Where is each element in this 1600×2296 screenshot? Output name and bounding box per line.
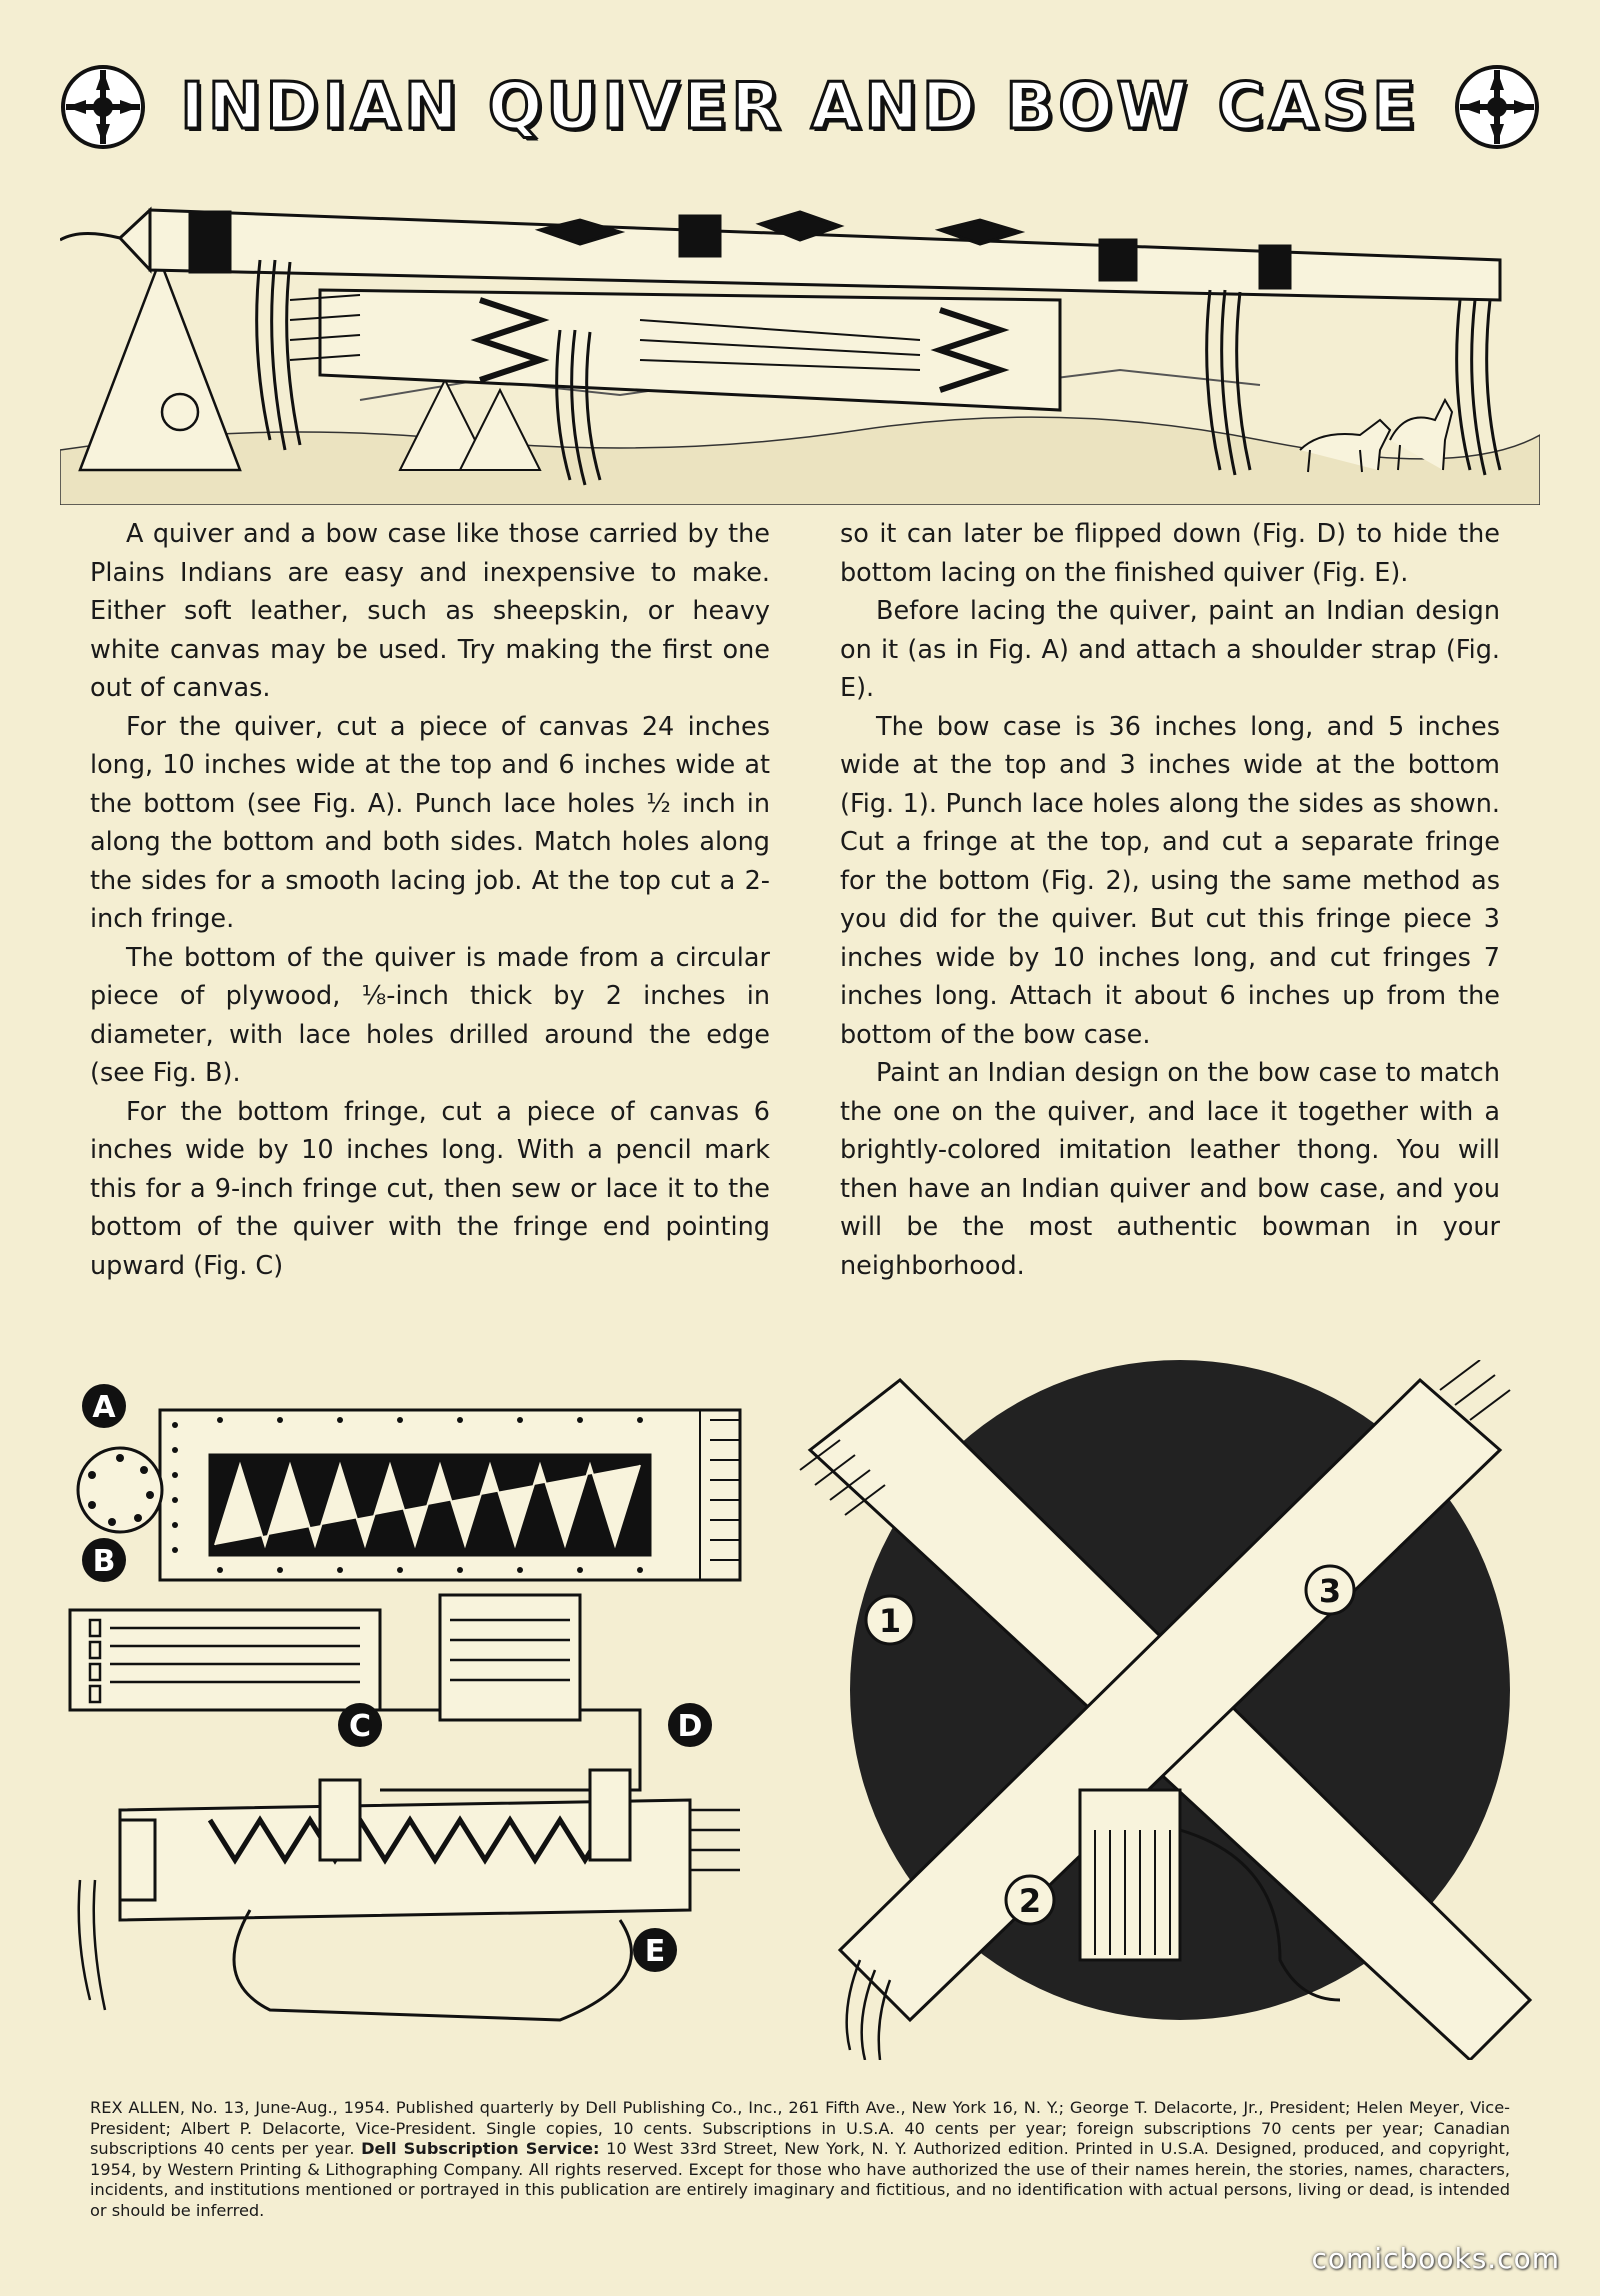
paragraph: The bow case is 36 inches long, and 5 inches wide at the top and 3 inches wide at the bottom (Fig. 1). Punch lace holes along the sides as shown. Cut a fringe at the top, and cut a separate fringe for the bottom (Fig. 2), using the same method as you did for the quiver. But cut this fringe piece 3 inches wide by 10 inches long, and cut fringes 7 inches long. Attach it about 6 inches up from the bottom of the bow case. bbox=[840, 711, 1500, 1050]
paragraph: A quiver and a bow case like those carried by the Plains Indians are easy and inexpensive to make. Either soft leather, such as sheepskin, or heavy white canvas may be used. Try making the first one out of canvas. bbox=[90, 519, 770, 703]
paragraph: Paint an Indian design on the bow case to match the one on the quiver, and lace it together with a brightly-colored imitation leather thong. You will then have an Indian quiver and bow case, and you will be the most authentic bowman in your neighborhood. bbox=[840, 1058, 1500, 1281]
footer-text-1: REX ALLEN, No. 13, June-Aug., 1954. Published quarterly by Dell Publishing Co., Inc., 261 Fifth Ave., New York 16, N. Y.; George T. Delacorte, Jr., President; Helen Meyer, Vice-President; Albert P. Delacorte, Vice-President. Single copies, 10 cents. Subscriptions in U.S.A. 40 cents per year; foreign subscriptions 70 cents per year; Canadian subscriptions 40 cents per year. bbox=[90, 2098, 1510, 2158]
paragraph: For the bottom fringe, cut a piece of canvas 6 inches wide by 10 inches long. With a pencil mark this for a 9-inch fringe cut, then sew or lace it to the bottom of the quiver with the fringe end pointing upward (Fig. C) bbox=[90, 1096, 770, 1281]
paragraph: Before lacing the quiver, paint an Indian design on it (as in Fig. A) and attach a shoulder strap (Fig. E). bbox=[840, 596, 1500, 703]
title-row bbox=[60, 62, 1540, 152]
fig-label-1: 1 bbox=[878, 1602, 902, 1640]
rosette-right-icon bbox=[1454, 64, 1540, 150]
left-column bbox=[90, 515, 770, 1285]
fig-label-a: A bbox=[92, 1390, 116, 1425]
footer-bold: Dell Subscription Service: bbox=[361, 2139, 600, 2158]
paragraph: The bottom of the quiver is made from a circular piece of plywood, ⅛-inch thick by 2 inches in diameter, with lace holes drilled around the edge (see Fig. B). bbox=[90, 942, 770, 1088]
fig-label-b: B bbox=[92, 1544, 116, 1579]
fig-b-diagram bbox=[78, 1448, 162, 1532]
right-column bbox=[840, 515, 1500, 1285]
watermark: comicbooks.com bbox=[1311, 2242, 1560, 2275]
fig-label-c: C bbox=[348, 1709, 372, 1744]
footer-text-2: 10 West 33rd Street, New York, N. Y. Authorized edition. Printed in U.S.A. Designed, produced, and copyright, 1954, by Western Printing & Lithographing Company. All rights reserved. Except for those who have authorized the use of their names herein, the stories, names, characters, incidents, and institutions mentioned or portrayed in this publication are entirely imaginary and fictitious, and no identification with actual persons, living or dead, is intended or should be inferred. bbox=[90, 2139, 1510, 2220]
bow-case-figures bbox=[780, 1360, 1540, 2060]
quiver-bow-case-illustration bbox=[60, 150, 1540, 505]
fig-label-3: 3 bbox=[1318, 1572, 1342, 1610]
bow-case bbox=[60, 210, 1500, 300]
rosette-left-icon bbox=[60, 64, 146, 150]
fig-label-d: D bbox=[677, 1709, 703, 1744]
fig-label-e: E bbox=[644, 1934, 666, 1969]
publication-info bbox=[90, 2098, 1510, 2221]
paragraph: so it can later be flipped down (Fig. D) to hide the bottom lacing on the finished quiver (Fig. E). bbox=[840, 519, 1500, 588]
fig-e-diagram bbox=[79, 1770, 740, 2020]
paragraph: For the quiver, cut a piece of canvas 24 inches long, 10 inches wide at the top and 6 inches wide at the bottom (see Fig. A). Punch lace holes ½ inch in along the bottom and both sides. Match holes along the sides for a smooth lacing job. At the top cut a 2-inch fringe. bbox=[90, 711, 770, 934]
fig-a-diagram bbox=[160, 1410, 740, 1580]
fig-label-2: 2 bbox=[1018, 1882, 1042, 1920]
page-title: INDIAN QUIVER AND BOW CASE bbox=[180, 70, 1420, 144]
quiver-figures bbox=[60, 1380, 780, 2050]
fig-c-d-diagram bbox=[70, 1595, 640, 1790]
figure-label-a bbox=[82, 1384, 126, 1428]
